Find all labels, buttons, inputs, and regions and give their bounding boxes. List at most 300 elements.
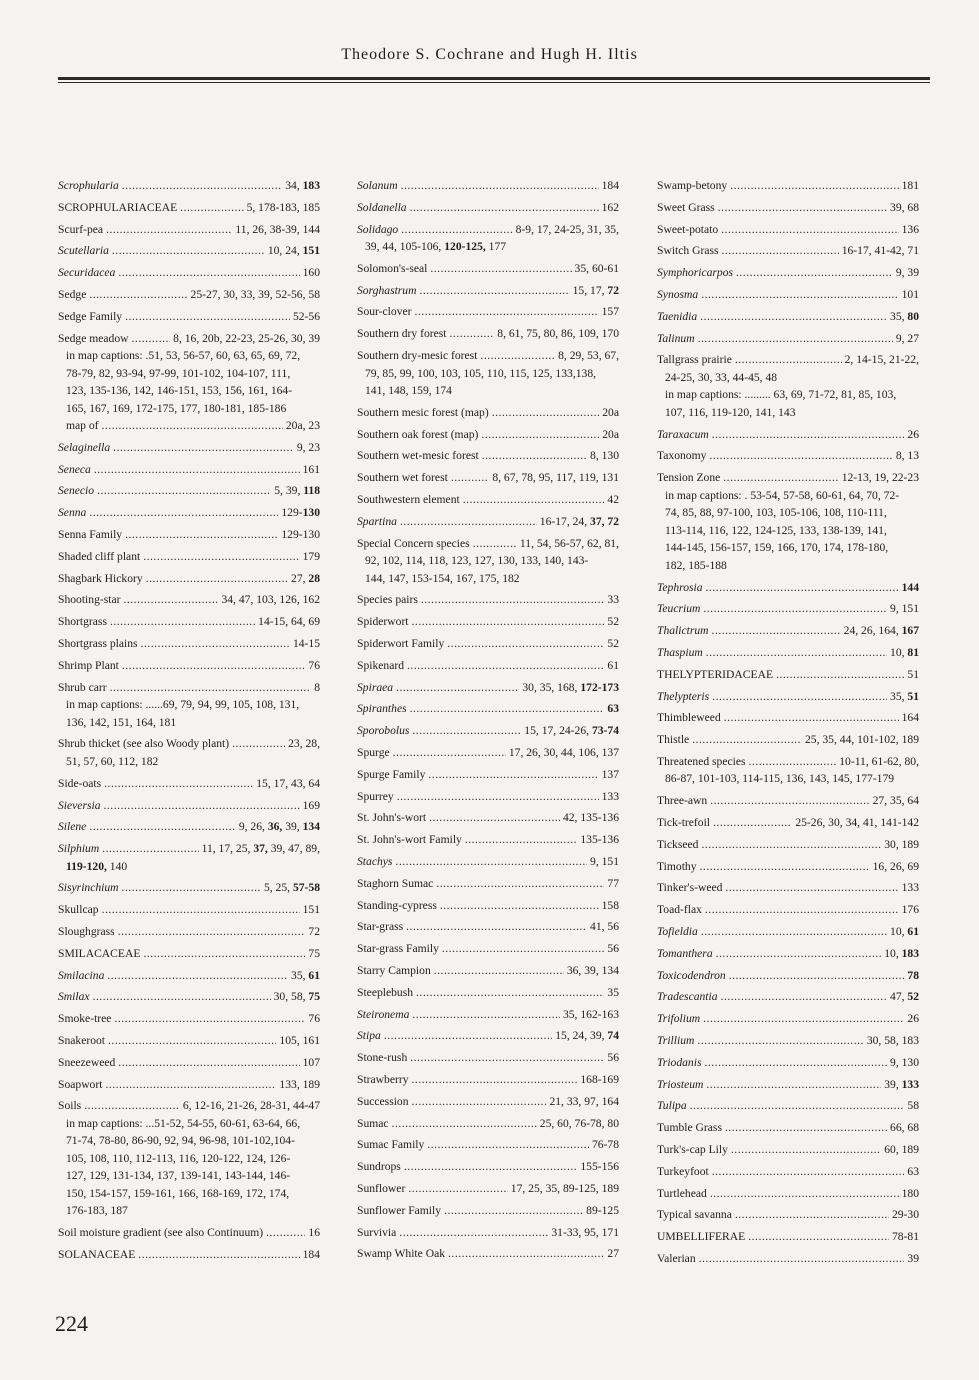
index-term: Thimbleweed — [657, 711, 721, 725]
index-continuation: 74, 85, 88, 97-100, 103, 105-106, 108, 110-111, — [665, 506, 887, 520]
index-entry-line — [657, 242, 919, 260]
index-term: Star-grass — [357, 920, 404, 934]
index-term: St. John's-wort Family — [357, 833, 462, 847]
index-entry — [58, 657, 320, 675]
index-pages — [303, 901, 320, 919]
index-term: Turkeyfoot — [657, 1164, 709, 1178]
index-entry — [357, 984, 619, 1002]
index-entry-line — [357, 260, 619, 278]
header-rule-thin — [58, 82, 930, 83]
index-continuation: in map captions: ......69, 79, 94, 99, 105, 108, 131, — [66, 698, 300, 712]
dot-leader — [703, 600, 887, 618]
index-term: Toad-flax — [657, 903, 702, 917]
index-entry — [657, 199, 919, 217]
page-refs: 21, 33, 97, 164 — [549, 1094, 619, 1108]
index-term: Shrub carr — [58, 680, 107, 694]
index-term: Tulipa — [657, 1099, 687, 1113]
index-term: SMILACACEAE — [58, 946, 141, 960]
index-pages — [247, 199, 320, 217]
index-pages — [890, 688, 919, 706]
index-entry-line — [58, 613, 320, 631]
dot-leader — [776, 666, 904, 684]
dot-leader — [482, 447, 587, 465]
index-pages — [892, 1228, 919, 1246]
index-pages — [580, 831, 619, 849]
index-pages — [590, 447, 619, 465]
page-refs: 179 — [302, 549, 320, 563]
index-pages — [288, 735, 320, 753]
page-refs: 27 — [607, 1247, 619, 1261]
index-entry — [357, 722, 619, 740]
index-continuation: 107, 116, 119-120, 141, 143 — [665, 405, 796, 419]
dot-leader — [731, 1141, 881, 1159]
index-entry — [357, 404, 619, 422]
index-pages — [907, 1097, 919, 1115]
dot-leader — [410, 1049, 604, 1067]
index-continuation: 105, 108, 110, 112-113, 116, 120-122, 124, 126- — [66, 1151, 291, 1165]
index-entry-line — [657, 221, 919, 239]
index-term: Strawberry — [357, 1072, 409, 1086]
dot-leader — [395, 853, 587, 871]
index-entry-line — [657, 836, 919, 854]
page-refs: 8-9, 17, 24-25, 31, 35, — [515, 222, 619, 236]
page-refs: 36, 39, 134 — [566, 964, 619, 977]
index-continuation: 176-183, 187 — [66, 1204, 128, 1218]
index-term: Turk's-cap Lily — [657, 1142, 728, 1156]
index-entry-line — [58, 735, 320, 753]
page-refs: 10, — [884, 946, 902, 960]
index-pages — [902, 177, 919, 195]
index-entry — [657, 879, 919, 897]
index-pages — [563, 1006, 619, 1024]
index-term: Trifolium — [657, 1012, 701, 1026]
index-pages — [884, 836, 919, 854]
index-pages — [602, 303, 619, 321]
index-term: Shrimp Plant — [58, 658, 119, 672]
index-entry — [657, 242, 919, 260]
page-ref-bold: 37, — [253, 842, 268, 856]
page-refs: 10, — [890, 645, 908, 659]
index-entry — [657, 666, 919, 684]
index-pages — [573, 282, 619, 300]
page-refs: 76 — [308, 658, 320, 672]
index-entry-line — [657, 814, 919, 832]
index-entry — [657, 731, 919, 749]
dot-leader — [700, 308, 887, 326]
index-term: Typical savanna — [657, 1208, 732, 1222]
index-entry-line — [357, 1202, 619, 1220]
index-entry — [58, 818, 320, 836]
page-refs: 63 — [907, 1164, 919, 1178]
index-entry — [58, 1097, 320, 1220]
dot-leader — [492, 404, 600, 422]
index-entry-line — [657, 688, 919, 706]
index-entry — [657, 330, 919, 348]
index-entry-line — [357, 940, 619, 958]
index-entry — [357, 788, 619, 806]
index-pages — [602, 897, 619, 915]
index-entry — [657, 1119, 919, 1137]
index-entry-line — [357, 831, 619, 849]
dot-leader — [143, 945, 305, 963]
index-pages — [842, 242, 919, 260]
index-pages — [607, 940, 619, 958]
index-entry-line — [58, 1076, 320, 1094]
page-refs: 27, 35, 64 — [872, 794, 919, 808]
page-refs: 15, 17, 24-26, — [524, 724, 592, 738]
index-term: Taraxacum — [657, 427, 709, 441]
index-term: Shrub thicket (see also Woody plant) — [58, 737, 230, 751]
index-entry — [58, 1224, 320, 1242]
index-entry-line — [58, 1054, 320, 1072]
dot-leader — [703, 1010, 904, 1028]
page-refs: 24, 26, 164, — [843, 624, 902, 638]
index-term: Taxonomy — [657, 449, 707, 463]
index-term: Sneezeweed — [58, 1055, 116, 1069]
index-pages — [264, 879, 320, 897]
page-ref-bold: 73-74 — [591, 724, 619, 738]
index-entry — [357, 831, 619, 849]
index-entry — [357, 469, 619, 487]
page-number: 224 — [55, 1311, 88, 1336]
index-entry-line — [58, 797, 320, 815]
dot-leader — [399, 1224, 548, 1242]
index-term: UMBELLIFERAE — [657, 1230, 746, 1244]
index-term: Spiranthes — [357, 702, 407, 716]
index-continuation: in map captions: . 53-54, 57-58, 60-61, 64, 70, 72- — [665, 488, 900, 502]
page-refs: 30, 35, 168, — [522, 680, 581, 694]
index-term: Symphoricarpos — [657, 266, 733, 280]
index-pages — [902, 709, 919, 727]
dot-leader — [125, 308, 290, 326]
index-pages — [524, 722, 619, 740]
index-term: Sundrops — [357, 1160, 401, 1174]
index-entry-line — [58, 840, 320, 858]
index-pages — [902, 579, 919, 597]
index-pages — [907, 1010, 919, 1028]
index-entry — [58, 286, 320, 304]
index-entry — [58, 461, 320, 479]
index-pages — [607, 1049, 619, 1067]
index-entry — [357, 635, 619, 653]
page-refs: 8, 29, 53, 67, — [558, 349, 619, 363]
dot-leader — [138, 1246, 299, 1264]
index-entry — [657, 308, 919, 326]
index-pages — [202, 840, 320, 858]
index-pages — [308, 945, 320, 963]
dot-leader — [412, 613, 605, 631]
page-ref-bold: 134 — [302, 820, 320, 834]
dot-leader — [110, 613, 255, 631]
index-term: Starry Campion — [357, 964, 431, 977]
index-entry — [657, 1054, 919, 1072]
page-refs: 8, 130 — [590, 449, 619, 463]
page-refs: 9, 130 — [890, 1055, 919, 1069]
index-term: Succession — [357, 1094, 409, 1108]
index-pages — [285, 177, 320, 195]
index-pages — [173, 330, 320, 348]
dot-leader — [107, 967, 288, 985]
index-term: Tomanthera — [657, 946, 713, 960]
index-term: Side-oats — [58, 776, 102, 790]
index-continuation: 24-25, 30, 33, 44-45, 48 — [665, 370, 778, 384]
index-entry-line — [357, 303, 619, 321]
page-ref-bold: 120-125, — [444, 240, 486, 254]
dot-leader — [427, 1136, 589, 1154]
dot-leader — [447, 635, 604, 653]
page-refs: 136 — [901, 222, 919, 236]
index-pages — [607, 635, 619, 653]
index-term: Selaginella — [58, 440, 111, 454]
index-pages — [902, 901, 919, 919]
index-term: Securidacea — [58, 266, 116, 280]
index-term: Thelypteris — [657, 689, 710, 703]
index-entry — [58, 482, 320, 500]
dot-leader — [698, 330, 893, 348]
page-refs: 39, — [884, 1077, 902, 1091]
index-term: Tradescantia — [657, 990, 718, 1004]
index-pages — [907, 1250, 919, 1268]
page-refs: 60, 189 — [884, 1142, 919, 1156]
dot-leader — [473, 535, 517, 553]
page-refs: 9, 26, — [238, 820, 268, 834]
index-pages — [279, 1076, 320, 1094]
index-entry — [357, 491, 619, 509]
page-refs: 30, 189 — [884, 837, 919, 851]
page-ref-bold: 61 — [308, 968, 320, 982]
dot-leader — [412, 1006, 560, 1024]
page-refs: 76-78 — [591, 1138, 619, 1152]
dot-leader — [701, 923, 887, 941]
index-entry-line — [657, 426, 919, 444]
index-entry — [357, 744, 619, 762]
dot-leader — [463, 491, 605, 509]
index-continuation: 150, 154-157, 159-161, 166, 168-169, 172, 174, — [66, 1186, 290, 1200]
index-term: Solidago — [357, 222, 399, 236]
index-term: Triosteum — [657, 1077, 704, 1091]
index-column-2 — [357, 177, 619, 1267]
index-entry — [58, 988, 320, 1006]
index-pages — [896, 264, 919, 282]
page-refs: 137 — [601, 767, 619, 781]
page-ref-bold: 63 — [607, 702, 619, 716]
dot-leader — [735, 351, 842, 369]
index-entry-line — [357, 1115, 619, 1133]
index-entry-line — [657, 988, 919, 1006]
index-entry-line — [58, 1010, 320, 1028]
index-entry — [58, 1076, 320, 1094]
dot-leader — [180, 199, 243, 217]
index-entry-line — [657, 1163, 919, 1181]
index-pages — [890, 600, 919, 618]
index-pages — [873, 858, 919, 876]
index-entry — [357, 1136, 619, 1154]
index-entry — [58, 901, 320, 919]
index-term: Sour-clover — [357, 305, 412, 319]
page-refs: 160 — [302, 266, 320, 280]
index-pages — [281, 526, 320, 544]
dot-leader — [401, 177, 599, 195]
dot-leader — [729, 967, 905, 985]
page-refs: 34, 47, 103, 126, 162 — [221, 593, 320, 607]
page-refs: 47, — [890, 990, 908, 1004]
index-term: Shaded cliff plant — [58, 549, 141, 563]
page-refs: 39, 68 — [890, 200, 919, 214]
dot-leader — [721, 988, 887, 1006]
dot-leader — [448, 1245, 604, 1263]
index-continuation: in map captions: ...51-52, 54-55, 60-61, 63-64, 66, — [66, 1116, 301, 1130]
index-entry-line — [58, 679, 320, 697]
index-entry-line — [657, 1076, 919, 1094]
page-refs: 133, 189 — [279, 1077, 320, 1091]
index-term: Special Concern species — [357, 536, 470, 550]
index-term: Spartina — [357, 514, 397, 528]
index-pages — [884, 1141, 919, 1159]
index-entry-line — [657, 1228, 919, 1246]
page-refs: 8, 16, 20b, 22-23, 25-26, 30, 39 — [173, 331, 320, 345]
page-refs: 31-33, 95, 171 — [551, 1225, 619, 1239]
index-pages — [303, 548, 320, 566]
index-term: Southern dry forest — [357, 327, 447, 341]
dot-leader — [701, 286, 898, 304]
page-refs: 35, 60-61 — [574, 261, 619, 275]
index-pages — [303, 797, 320, 815]
index-column-1 — [58, 177, 320, 1268]
page-refs: 133 — [601, 789, 619, 803]
page-refs: 135-136 — [580, 833, 619, 847]
dot-leader — [232, 735, 285, 753]
page-refs: 101 — [901, 287, 919, 301]
index-pages — [303, 461, 320, 479]
index-term: Triodanis — [657, 1055, 702, 1069]
dot-leader — [419, 282, 569, 300]
index-term: Shooting-star — [58, 593, 121, 607]
index-term: Scrophularia — [58, 179, 119, 192]
dot-leader — [450, 325, 495, 343]
page-refs: 29-30 — [891, 1208, 919, 1222]
index-entry-line — [357, 853, 619, 871]
index-entry — [657, 1228, 919, 1246]
dot-leader — [690, 1097, 905, 1115]
index-pages — [558, 347, 619, 365]
index-term: Smoke-tree — [58, 1012, 112, 1026]
index-term: Southern mesic forest (map) — [357, 405, 489, 419]
index-term: Soldanella — [357, 200, 407, 214]
index-pages — [293, 635, 320, 653]
page-refs: 16-17, 24, — [539, 514, 591, 528]
index-term: Sisyrinchium — [58, 881, 119, 895]
index-entry — [357, 1180, 619, 1198]
index-term: Senna — [58, 506, 87, 520]
index-entry-line — [58, 308, 320, 326]
index-entry — [58, 797, 320, 815]
page-refs: 180 — [901, 1186, 919, 1200]
page-refs: 26 — [907, 1012, 919, 1026]
index-term: Trillium — [657, 1034, 695, 1047]
dot-leader — [122, 657, 306, 675]
page-refs: 20a — [602, 405, 619, 419]
index-entry-line — [357, 1006, 619, 1024]
index-term: Sporobolus — [357, 724, 410, 738]
index-column-3 — [657, 177, 919, 1272]
index-term: Tofieldia — [657, 925, 698, 939]
index-term: Sweet-potato — [657, 222, 719, 236]
index-term: Survivia — [357, 1225, 397, 1239]
dot-leader — [104, 775, 253, 793]
index-term: Stipa — [357, 1029, 381, 1043]
index-term: Thistle — [657, 733, 690, 747]
page-refs: 66, 68 — [890, 1121, 919, 1135]
index-term: Star-grass Family — [357, 942, 439, 956]
index-term: Tumble Grass — [657, 1121, 722, 1135]
index-pages — [563, 809, 619, 827]
index-pages — [492, 469, 619, 487]
index-entry-line — [357, 1158, 619, 1176]
page-refs: 35, — [890, 689, 908, 703]
index-entry-line — [657, 286, 919, 304]
index-entry-line — [657, 1185, 919, 1203]
dot-leader — [143, 548, 299, 566]
index-continuation: 144, 147, 153-154, 167, 175, 182 — [365, 571, 520, 585]
index-entry — [357, 679, 619, 697]
page-refs: 11, 26, 38-39, 144 — [235, 222, 320, 236]
index-entry — [657, 644, 919, 662]
index-entry-line — [657, 1206, 919, 1224]
page-refs: 184 — [302, 1247, 320, 1261]
index-entry-line — [58, 526, 320, 544]
index-term: Soapwort — [58, 1077, 103, 1091]
index-continuation: 144-145, 156-157, 159, 166, 170, 174, 178-180, — [665, 541, 889, 555]
index-entry-line — [357, 404, 619, 422]
index-entry-line — [357, 1224, 619, 1242]
page-refs: 14-15, 64, 69 — [258, 615, 320, 629]
page-refs: 161 — [302, 462, 320, 476]
index-term: Toxicodendron — [657, 968, 726, 982]
page-refs: 25-27, 30, 33, 39, 52-56, 58 — [190, 287, 320, 301]
index-entry — [357, 282, 619, 300]
index-term: Spurge Family — [357, 767, 426, 781]
page-refs: 16, 26, 69 — [872, 859, 919, 873]
index-entry-line — [58, 967, 320, 985]
page-ref-bold: 183 — [302, 179, 320, 192]
index-entry-line — [357, 744, 619, 762]
dot-leader — [706, 644, 887, 662]
index-term: Sunflower — [357, 1181, 406, 1195]
index-pages — [890, 1119, 919, 1137]
dot-leader — [712, 426, 905, 444]
index-entry — [58, 613, 320, 631]
index-entry-line — [357, 426, 619, 444]
index-entry-line — [58, 199, 320, 217]
page-refs: 16 — [308, 1226, 320, 1240]
index-term: Tallgrass prairie — [657, 353, 732, 367]
index-entry — [58, 308, 320, 326]
dot-leader — [709, 447, 892, 465]
index-entry-line — [357, 766, 619, 784]
dot-leader — [406, 918, 587, 936]
index-entry — [657, 923, 919, 941]
page-ref-bold: 80 — [907, 309, 919, 323]
index-pages — [884, 1076, 919, 1094]
index-entry-line — [357, 469, 619, 487]
index-term: Solomon's-seal — [357, 261, 428, 275]
dot-leader — [396, 679, 519, 697]
dot-leader — [104, 797, 300, 815]
index-term: Tickseed — [657, 837, 699, 851]
index-continuation: 127, 129, 131-134, 137, 139-141, 143-144, 146- — [66, 1169, 291, 1183]
dot-leader — [465, 831, 578, 849]
index-term: Silene — [58, 820, 87, 834]
